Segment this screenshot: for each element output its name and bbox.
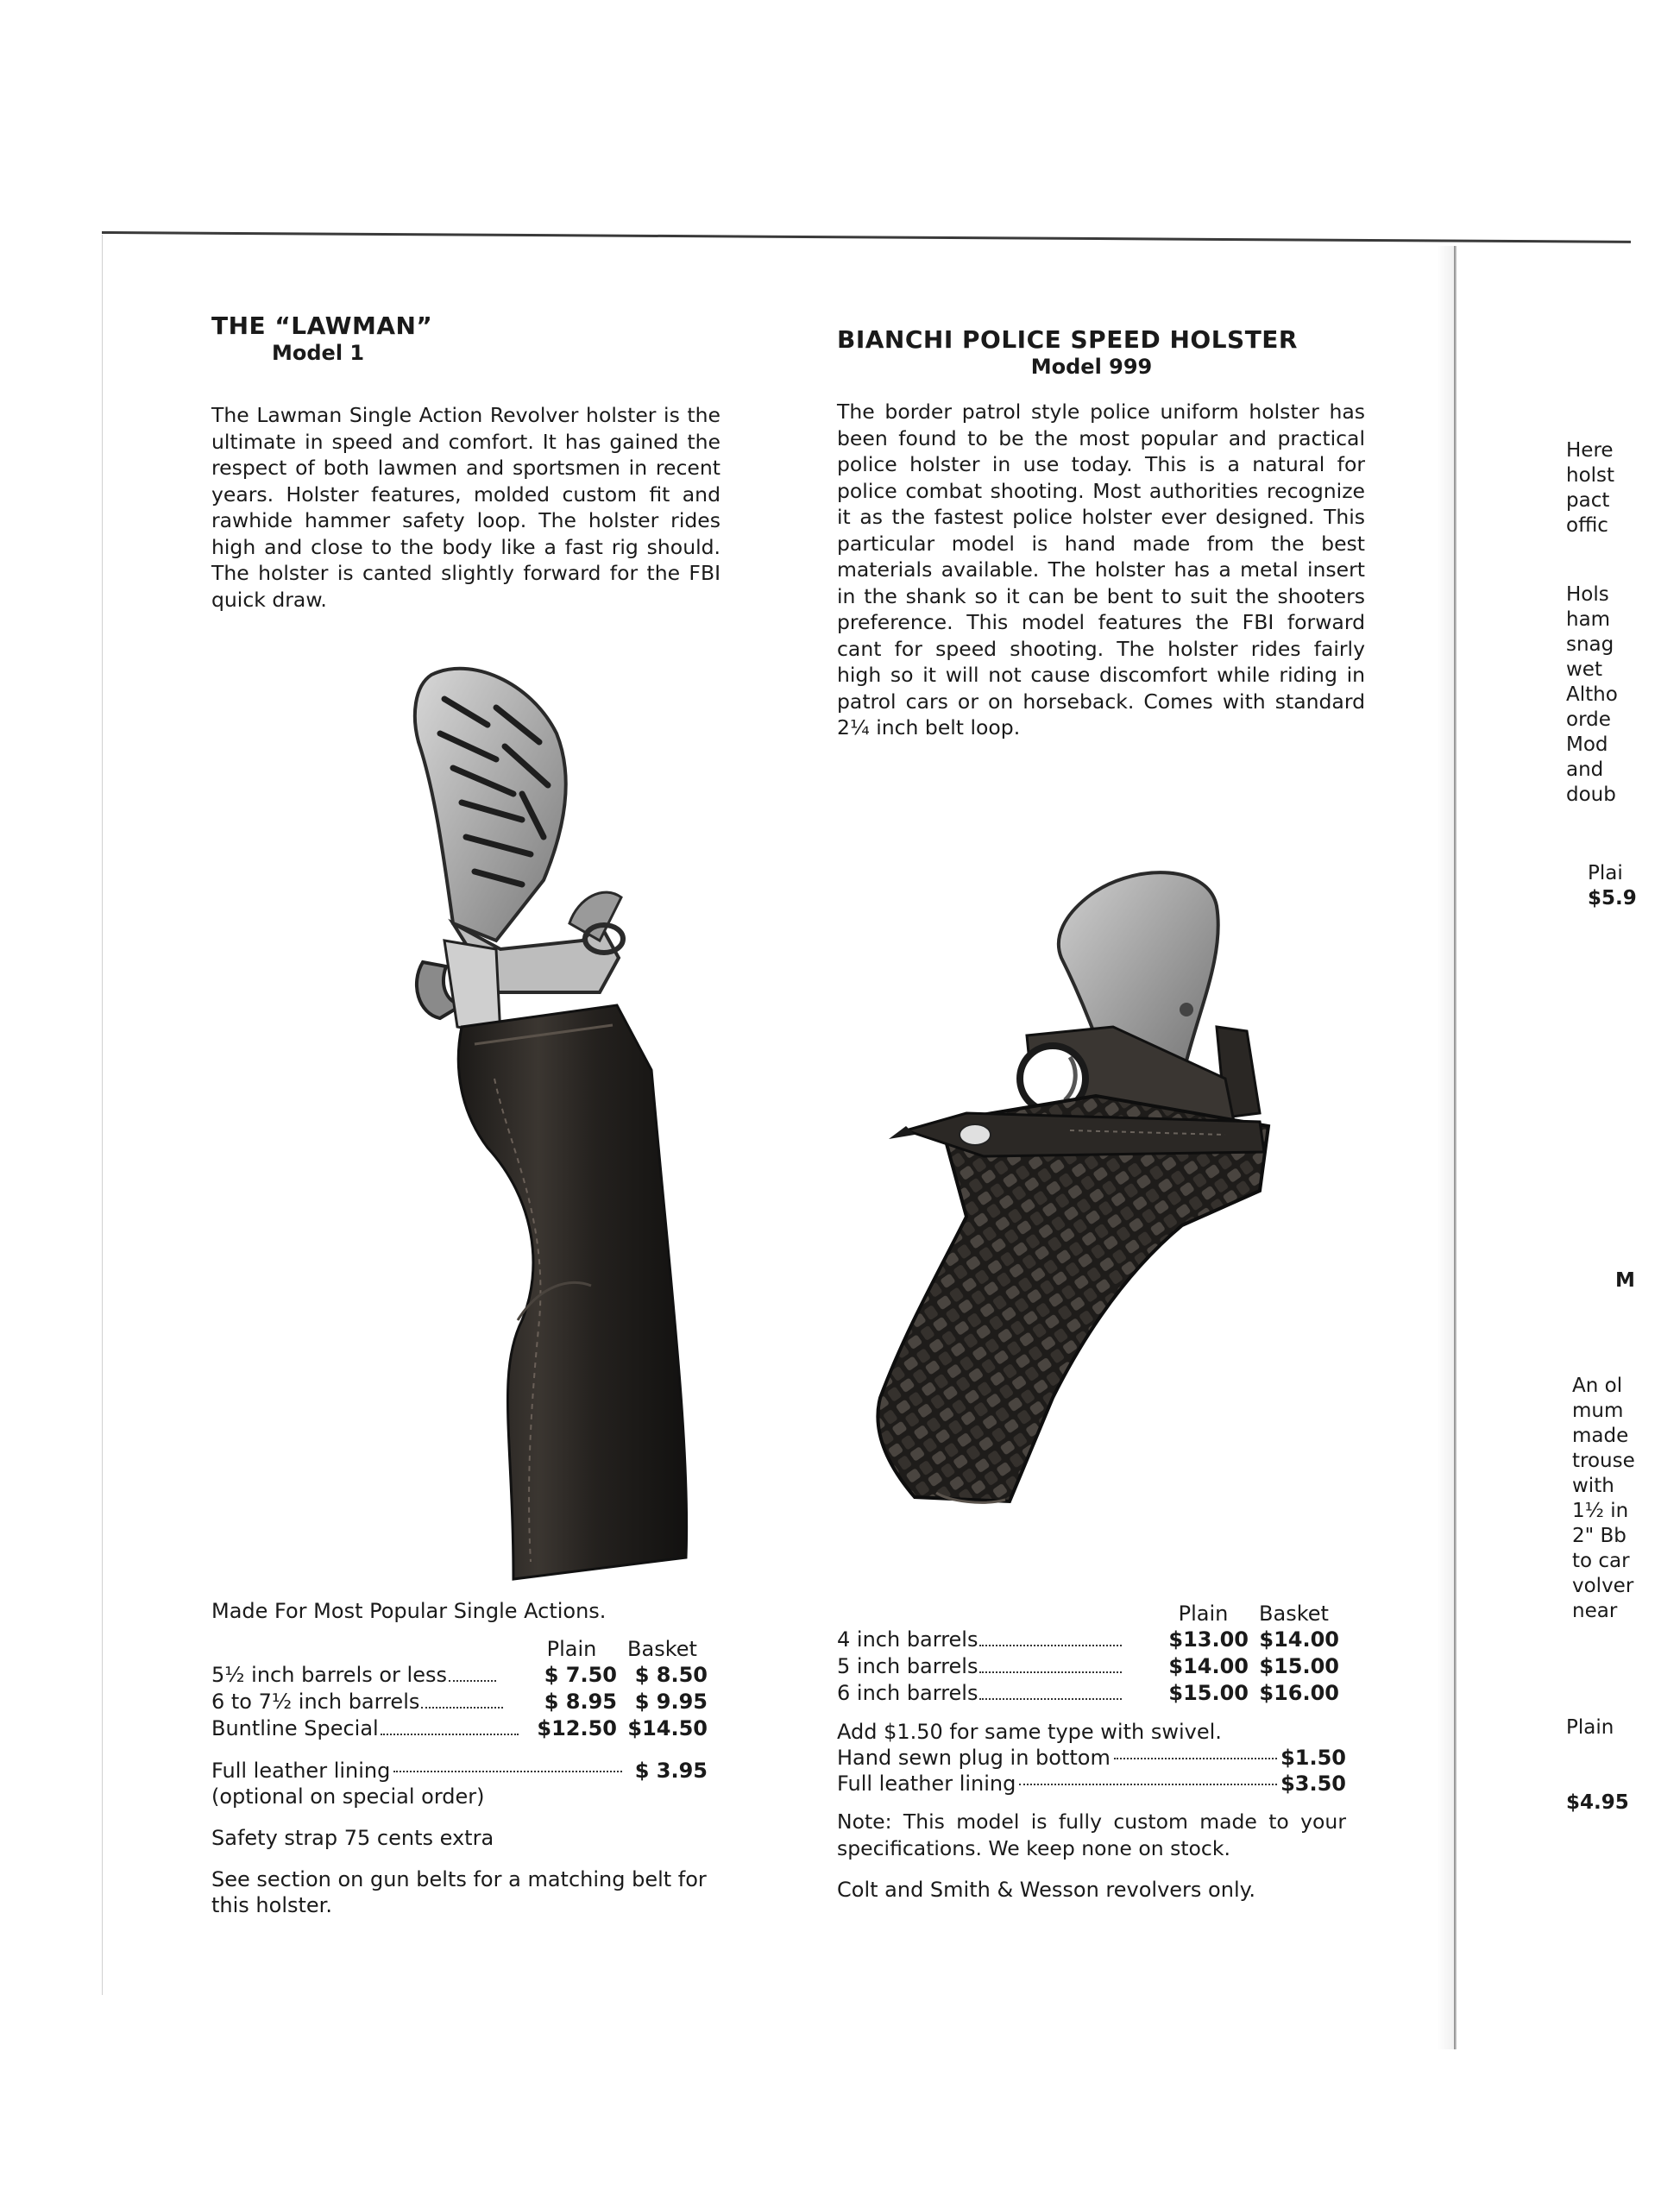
next-page-line: Here xyxy=(1566,439,1614,462)
bianchi-custom-note: Note: This model is fully custom made to your specifications. We keep none on stock. xyxy=(837,1809,1346,1860)
next-page-line: with xyxy=(1572,1475,1614,1497)
plain-price: $ 8.95 xyxy=(544,1690,617,1714)
lawman-price-header xyxy=(211,1636,708,1662)
extra-price: $1.50 xyxy=(1280,1746,1346,1770)
basket-price: $14.50 xyxy=(627,1716,708,1740)
bianchi-model: Model 999 xyxy=(1030,355,1153,379)
bianchi-extra-row xyxy=(837,1771,1346,1797)
next-page-line: mum xyxy=(1572,1400,1624,1422)
basket-price: $ 9.95 xyxy=(634,1690,708,1714)
next-page-text-c xyxy=(1572,1374,1637,1624)
basket-price: $16.00 xyxy=(1259,1681,1339,1705)
next-page-line: doub xyxy=(1566,784,1616,806)
bianchi-plain-header: Plain xyxy=(1178,1602,1229,1626)
extra-label: Hand sewn plug in bottom xyxy=(837,1746,1111,1770)
bianchi-price-table xyxy=(837,1601,1339,1707)
next-page-heading xyxy=(1615,1268,1680,1293)
next-page-line: to car xyxy=(1572,1550,1630,1572)
plain-price: $14.00 xyxy=(1168,1654,1249,1678)
next-page-line: made xyxy=(1572,1425,1629,1447)
lawman-lining-note: (optional on special order) xyxy=(211,1784,485,1809)
next-page-line: 2" Bb xyxy=(1572,1525,1627,1547)
price-label: 5½ inch barrels or less xyxy=(211,1663,447,1687)
lawman-description-block xyxy=(211,402,720,613)
next-page-price: $4.95 xyxy=(1566,1791,1629,1814)
page-fold-shadow xyxy=(1437,246,1454,2049)
table-row xyxy=(211,1689,708,1715)
lawman-lining-row xyxy=(211,1758,708,1784)
table-row xyxy=(211,1715,708,1742)
next-page-heading-text: M xyxy=(1615,1269,1635,1292)
lawman-description: The Lawman Single Action Revolver holster is the ultimate in speed and comfort. It has gained the respect of both lawmen and sportsmen in recent years. Holster features, molded custom fit and rawhide hammer safety loop. The holster rides high and close to the body like a fast rig should. The holster is canted slightly forward for the FBI quick draw. xyxy=(211,403,720,612)
lawman-made-for: Made For Most Popular Single Actions. xyxy=(211,1599,607,1623)
price-label: 4 inch barrels xyxy=(837,1627,978,1652)
page-top-edge xyxy=(102,231,1631,243)
next-page-plain-label: Plai xyxy=(1588,862,1623,884)
basket-price: $15.00 xyxy=(1259,1654,1339,1678)
next-page-plain-b xyxy=(1566,1715,1631,1740)
lawman-model: Model 1 xyxy=(272,341,365,365)
next-page-line: holst xyxy=(1566,464,1615,487)
next-page-price-b xyxy=(1566,1790,1631,1816)
extra-label: Full leather lining xyxy=(837,1772,1016,1796)
next-page-text-a xyxy=(1566,438,1631,538)
next-page-price-a xyxy=(1588,861,1652,911)
table-row xyxy=(837,1680,1339,1707)
table-row xyxy=(837,1627,1339,1653)
plain-price: $12.50 xyxy=(537,1716,617,1740)
next-page-line: ham xyxy=(1566,608,1611,631)
lawman-safety-strap: Safety strap 75 cents extra xyxy=(211,1826,494,1850)
next-page-line: snag xyxy=(1566,633,1614,656)
page-fold xyxy=(1454,246,1457,2049)
page-left-edge xyxy=(102,235,103,1995)
plain-price: $ 7.50 xyxy=(544,1663,617,1687)
bianchi-holster-photo xyxy=(854,863,1337,1510)
bianchi-description-block xyxy=(837,399,1365,741)
lawman-lining-price: $ 3.95 xyxy=(634,1759,708,1783)
next-page-line: Altho xyxy=(1566,683,1618,706)
basket-price: $14.00 xyxy=(1259,1627,1339,1652)
plain-price: $15.00 xyxy=(1168,1681,1249,1705)
lawman-header xyxy=(211,312,729,366)
next-page-line: offic xyxy=(1566,514,1608,537)
price-label: 5 inch barrels xyxy=(837,1654,978,1678)
bianchi-title: BIANCHI POLICE SPEED HOLSTER xyxy=(837,325,1298,354)
next-page-line: 1½ in xyxy=(1572,1500,1629,1522)
next-page-text-b xyxy=(1566,582,1631,808)
next-page-line: pact xyxy=(1566,489,1610,512)
lawman-basket-header: Basket xyxy=(627,1637,697,1661)
next-page-line: and xyxy=(1566,758,1604,781)
next-page-line: Mod xyxy=(1566,733,1608,756)
bianchi-basket-header: Basket xyxy=(1259,1602,1329,1626)
next-page-line: An ol xyxy=(1572,1375,1623,1397)
lawman-pricing xyxy=(211,1598,738,1918)
bianchi-header xyxy=(837,326,1346,380)
next-page-line: orde xyxy=(1566,708,1611,731)
bianchi-swivel-note: Add $1.50 for same type with swivel. xyxy=(837,1720,1222,1744)
next-page-line: trouse xyxy=(1572,1450,1635,1472)
next-page-line: near xyxy=(1572,1600,1618,1622)
next-page-line: Hols xyxy=(1566,583,1609,606)
next-page-line: volver xyxy=(1572,1575,1634,1597)
extra-price: $3.50 xyxy=(1280,1772,1346,1796)
lawman-holster-photo xyxy=(393,664,729,1579)
lawman-title: THE “LAWMAN” xyxy=(211,312,433,340)
next-page-line: wet xyxy=(1566,658,1602,681)
next-page-plain-label: Plain xyxy=(1566,1716,1614,1739)
bianchi-price-header xyxy=(837,1601,1339,1627)
price-label: 6 inch barrels xyxy=(837,1681,978,1705)
lawman-plain-header: Plain xyxy=(546,1637,597,1661)
bianchi-revolvers-note: Colt and Smith & Wesson revolvers only. xyxy=(837,1878,1256,1902)
lawman-price-table xyxy=(211,1636,708,1742)
lawman-lining-label: Full leather lining xyxy=(211,1759,391,1783)
plain-price: $13.00 xyxy=(1168,1627,1249,1652)
lawman-belt-note: See section on gun belts for a matching belt for this holster. xyxy=(211,1867,707,1917)
next-page-price: $5.9 xyxy=(1588,887,1637,909)
bianchi-description: The border patrol style police uniform holster has been found to be the most popular and practical police holster in use today. This is a natural for police combat shooting. Most authorities recognize it as the fastest police holster ever designed. This particular model is hand made from the best materials available. The holster has a metal insert in the shank so it can be bent to suit the shooters preference. This model features the FBI forward cant for speed shooting. The holster rides fairly high so it will not cause discomfort while riding in patrol cars or on horseback. Comes with standard 2¼ inch belt loop. xyxy=(837,400,1365,739)
table-row xyxy=(211,1662,708,1689)
basket-price: $ 8.50 xyxy=(634,1663,708,1687)
bianchi-extra-row xyxy=(837,1745,1346,1771)
bianchi-pricing xyxy=(837,1601,1355,1903)
price-label: Buntline Special xyxy=(211,1716,379,1740)
table-row xyxy=(837,1653,1339,1680)
price-label: 6 to 7½ inch barrels xyxy=(211,1690,420,1714)
